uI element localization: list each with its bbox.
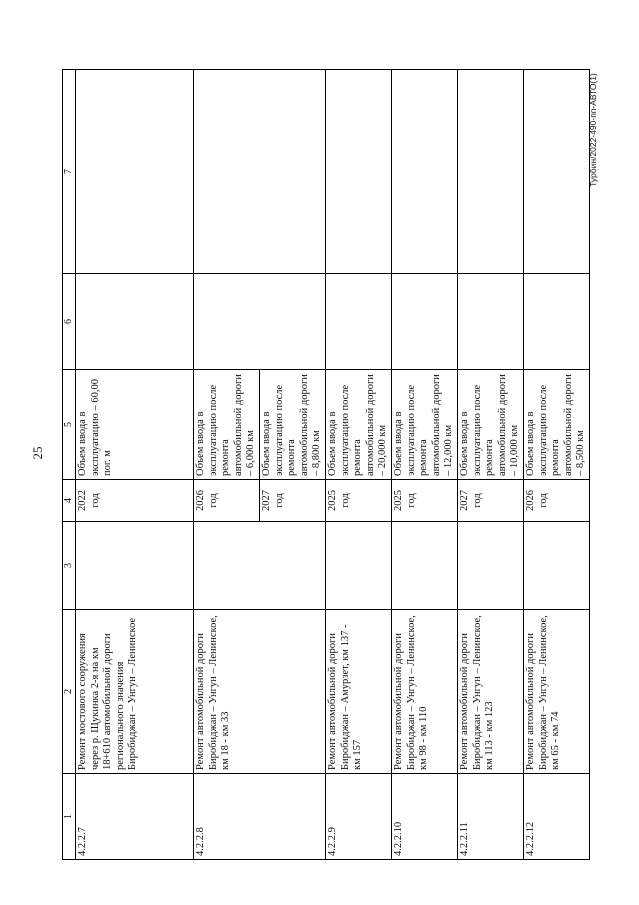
row-year: 2027 год xyxy=(260,480,326,522)
row-year: 2026 год xyxy=(194,480,260,522)
row-result: Объем ввода в эксплуатацию после ремонта автомобильной дороги – 12,000 км xyxy=(391,370,457,480)
row-col3 xyxy=(457,522,523,610)
row-col7 xyxy=(523,70,589,274)
header-cell: 7 xyxy=(63,70,76,274)
row-name: Ремонт автомобильной дороги Биробиджан – Унгун – Ленинское, км 65 - км 74 xyxy=(523,610,589,774)
row-number: 4.2.2.12 xyxy=(523,774,589,860)
row-number: 4.2.2.7 xyxy=(76,774,194,860)
row-col6 xyxy=(391,274,457,370)
row-col3 xyxy=(194,522,326,610)
row-col3 xyxy=(76,522,194,610)
table-row xyxy=(457,70,523,860)
page-number-text: 25 xyxy=(30,446,45,460)
row-year: 2027 год xyxy=(457,480,523,522)
row-col3 xyxy=(391,522,457,610)
row-result: Объем ввода в эксплуатацию после ремонта автомобильной дороги – 8,500 км xyxy=(523,370,589,480)
row-year: 2026 год xyxy=(523,480,589,522)
row-col6 xyxy=(326,274,392,370)
row-col7 xyxy=(391,70,457,274)
row-number: 4.2.2.9 xyxy=(326,774,392,860)
row-result: Объем ввода в эксплуатацию после ремонта автомобильной дороги – 6,000 км xyxy=(194,370,260,480)
row-name: Ремонт мостового сооружения через р. Щукинка 2-я на км 18+610 автомобильной дороги регионального значения Биробиджан – Унгун – Ленинское xyxy=(76,610,194,774)
row-name: Ремонт автомобильной дороги Биробиджан – Унгун – Ленинское, км 113 - км 123 xyxy=(457,610,523,774)
rotated-table-frame xyxy=(62,70,587,860)
table-row xyxy=(326,70,392,860)
row-year: 2025 год xyxy=(326,480,392,522)
row-col6 xyxy=(194,274,326,370)
row-name: Ремонт автомобильной дороги Биробиджан – Амурзет, км 137 - км 157 xyxy=(326,610,392,774)
row-name: Ремонт автомобильной дороги Биробиджан – Унгун – Ленинское, км 98 - км 110 xyxy=(391,610,457,774)
row-col3 xyxy=(326,522,392,610)
table-row xyxy=(391,70,457,860)
row-result: Объем ввода в эксплуатацию после ремонта автомобильной дороги – 10,000 км xyxy=(457,370,523,480)
header-cell: 3 xyxy=(63,522,76,610)
program-table xyxy=(62,69,590,860)
row-number: 4.2.2.11 xyxy=(457,774,523,860)
header-cell: 4 xyxy=(63,480,76,522)
row-col6 xyxy=(457,274,523,370)
header-cell: 5 xyxy=(63,370,76,480)
row-col7 xyxy=(76,70,194,274)
row-number: 4.2.2.10 xyxy=(391,774,457,860)
row-col7 xyxy=(326,70,392,274)
header-row xyxy=(63,70,76,860)
header-cell: 6 xyxy=(63,274,76,370)
header-cell: 2 xyxy=(63,610,76,774)
row-result: Объем ввода в эксплуатацию после ремонта автомобильной дороги – 20,000 км xyxy=(326,370,392,480)
row-name: Ремонт автомобильной дороги Биробиджан – Унгун – Ленинское, км 18 - км 33 xyxy=(194,610,326,774)
row-col3 xyxy=(523,522,589,610)
row-result: Объем ввода в эксплуатацию – 60,00 пог. м xyxy=(76,370,194,480)
row-col6 xyxy=(523,274,589,370)
row-year: 2022 год xyxy=(76,480,194,522)
row-result: Объем ввода в эксплуатацию после ремонта автомобильной дороги – 8,800 км xyxy=(260,370,326,480)
table-row xyxy=(76,70,194,860)
row-col7 xyxy=(457,70,523,274)
row-year: 2025 год xyxy=(391,480,457,522)
row-col6 xyxy=(76,274,194,370)
table-area xyxy=(62,70,587,860)
document-code-text: Турбин/2022-490-пп-АВТО(1) xyxy=(588,73,598,187)
header-cell: 1 xyxy=(63,774,76,860)
row-col7 xyxy=(194,70,326,274)
table-row xyxy=(194,70,260,860)
row-number: 4.2.2.8 xyxy=(194,774,326,860)
table-row xyxy=(523,70,589,860)
